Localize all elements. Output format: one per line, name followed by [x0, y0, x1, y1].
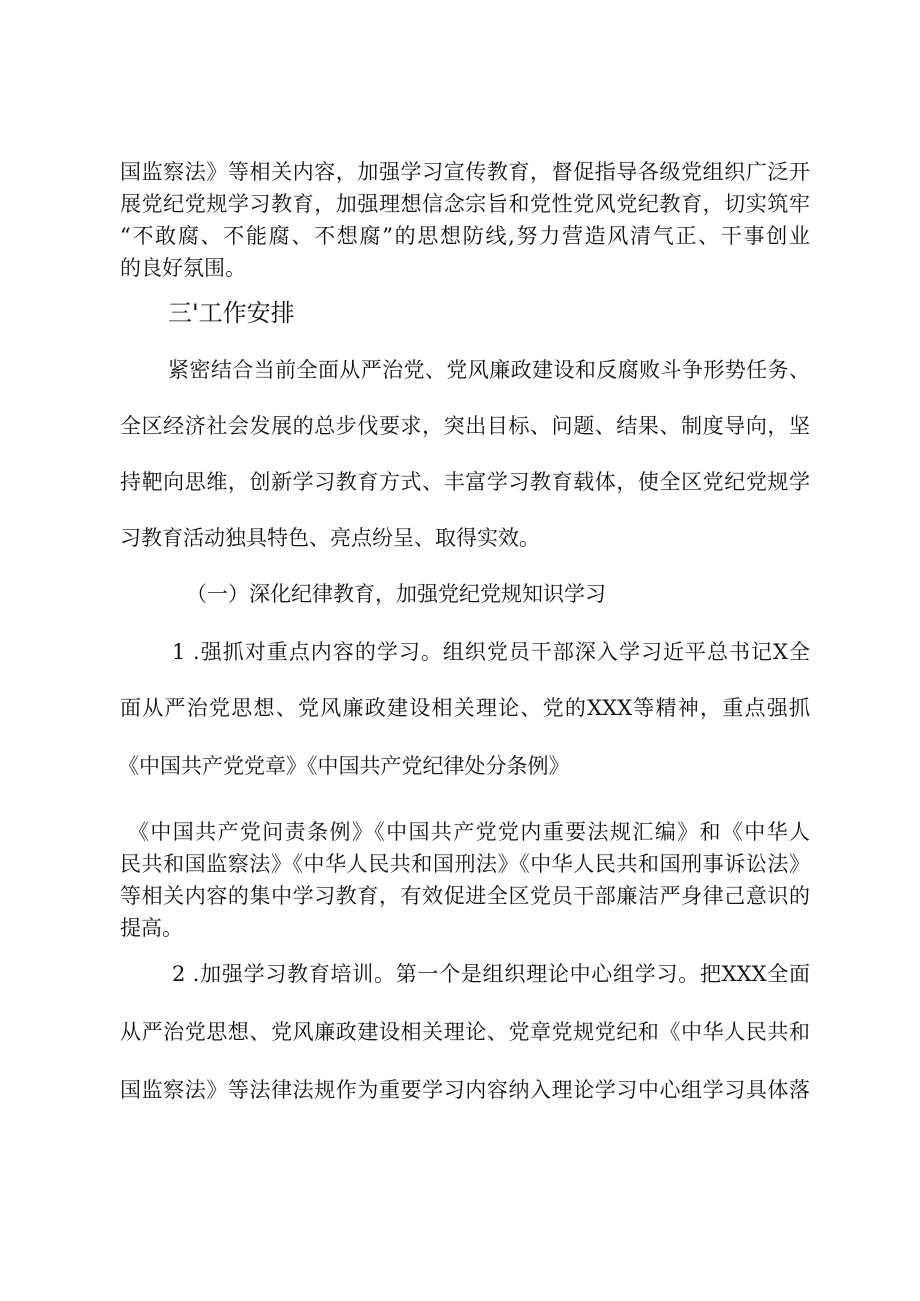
arrangement-line-3: 持靶向思维，创新学习教育方式、丰富学习教育载体，使全区党纪党规学 — [120, 470, 810, 494]
intro-line-3: “不敢腐、不能腐、不想腐”的思想防线,努力营造风清气正、干事创业 — [120, 224, 810, 248]
item-one-cont-line-3: 等相关内容的集中学习教育，有效促进全区党员干部廉洁严身律己意识的 — [120, 884, 810, 908]
arrangement-line-4: 习教育活动独具特色、亮点纷呈、取得实效。 — [120, 526, 540, 550]
item-one-cont-line-4: 提高。 — [120, 916, 183, 940]
item-two-line-1: 2 .加强学习教育培训。第一个是组织理论中心组学习。把XXX全面 — [172, 962, 810, 986]
intro-line-4: 的良好氛围。 — [120, 256, 246, 280]
item-one-cont-line-1: 《中国共产党问责条例》《中国共产党党内重要法规汇编》和《中华人 — [128, 820, 810, 844]
subheading-one: （一）深化纪律教育，加强党纪党规知识学习 — [186, 582, 606, 606]
intro-line-1: 国监察法》等相关内容，加强学习宣传教育，督促指导各级党组织广泛开 — [120, 160, 810, 184]
item-one-line-3: 《中国共产党党章》《中国共产党纪律处分条例》 — [118, 754, 570, 778]
item-one-line-2: 面从严治党思想、党风廉政建设相关理论、党的XXX等精神，重点强抓 — [120, 696, 810, 720]
arrangement-line-1: 紧密结合当前全面从严治党、党风廉政建设和反腐败斗争形势任务、 — [168, 358, 810, 382]
item-one-cont-line-2: 民共和国监察法》《中华人民共和国刑法》《中华人民共和国刑事诉讼法》 — [120, 852, 810, 876]
item-two-line-2: 从严治党思想、党风廉政建设相关理论、党章党规党纪和《中华人民共和 — [120, 1020, 810, 1044]
arrangement-line-2: 全区经济社会发展的总步伐要求，突出目标、问题、结果、制度导向，坚 — [120, 414, 810, 438]
section-heading: 三'工作安排 — [168, 299, 295, 327]
item-two-line-3: 国监察法》等法律法规作为重要学习内容纳入理论学习中心组学习具体落 — [120, 1078, 810, 1102]
intro-line-2: 展党纪党规学习教育，加强理想信念宗旨和党性党风党纪教育，切实筑牢 — [120, 192, 810, 216]
item-one-line-1: 1 .强抓对重点内容的学习。组织党员干部深入学习近平总书记X全 — [172, 640, 810, 664]
